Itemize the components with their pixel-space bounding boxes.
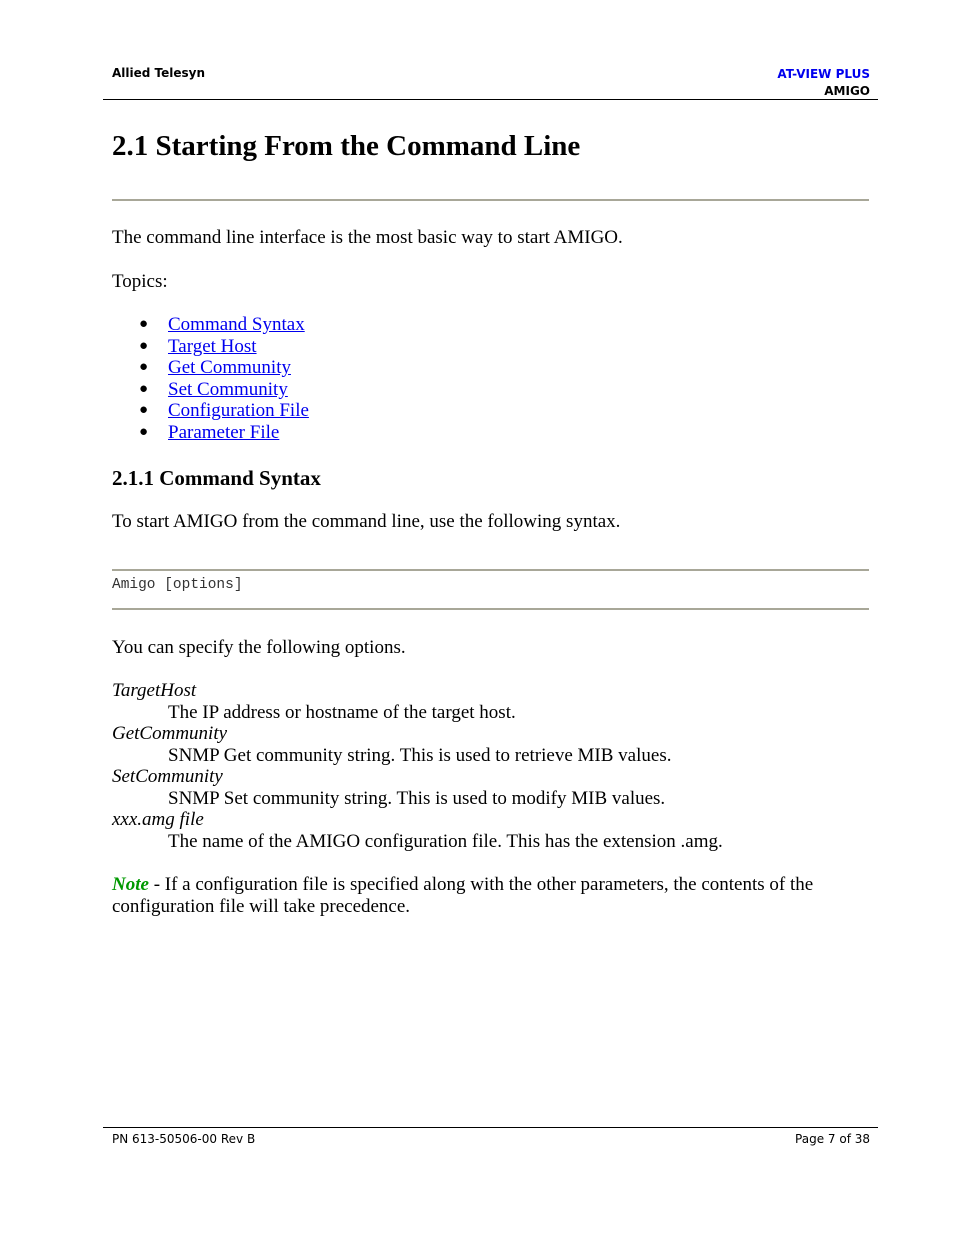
bullet-icon: ● [139, 402, 149, 419]
note-paragraph [112, 874, 852, 918]
topic-link-get-community[interactable]: Get Community [168, 357, 291, 379]
option-term: xxx.amg file [112, 809, 204, 830]
bullet-icon: ● [139, 359, 149, 376]
option-definition: The IP address or hostname of the target host. [168, 702, 516, 723]
section-heading: 2.1.1 Command Syntax [112, 466, 321, 490]
topic-link-set-community[interactable]: Set Community [168, 378, 288, 400]
bullet-icon: ● [139, 337, 149, 354]
topics-list [112, 314, 309, 444]
topic-link-parameter-file[interactable]: Parameter File [168, 421, 280, 443]
code-block: Amigo [options] [112, 577, 243, 593]
footer-part-number: PN 613-50506-00 Rev B [112, 1132, 256, 1146]
list-item [112, 400, 309, 422]
topics-label: Topics: [112, 271, 168, 292]
header-divider [103, 99, 878, 100]
header-product: AT-VIEW PLUS [777, 67, 870, 81]
footer-divider [103, 1127, 878, 1128]
options-intro: You can specify the following options. [112, 637, 406, 658]
code-divider-top [112, 569, 869, 571]
topic-link-command-syntax[interactable]: Command Syntax [168, 314, 305, 335]
bullet-icon: ● [139, 380, 149, 397]
option-definition: The name of the AMIGO configuration file. This has the extension .amg. [168, 831, 723, 852]
note-label: Note [112, 874, 149, 895]
code-divider-bottom [112, 608, 869, 610]
option-term: GetCommunity [112, 723, 228, 744]
list-item [112, 422, 309, 444]
page-title: 2.1 Starting From the Command Line [112, 130, 581, 162]
list-item [112, 379, 309, 401]
header-product-block [777, 66, 870, 100]
list-item [112, 336, 309, 358]
bullet-icon: ● [139, 423, 149, 440]
option-term: SetCommunity [112, 766, 223, 787]
header-company: Allied Telesyn [112, 66, 206, 80]
topic-link-configuration-file[interactable]: Configuration File [168, 400, 309, 422]
footer-page-number: Page 7 of 38 [795, 1132, 870, 1146]
intro-paragraph: The command line interface is the most basic way to start AMIGO. [112, 227, 623, 248]
option-definition: SNMP Get community string. This is used to retrieve MIB values. [168, 745, 672, 766]
title-divider [112, 199, 869, 201]
list-item [112, 314, 309, 336]
option-term: TargetHost [112, 680, 197, 701]
option-definition: SNMP Set community string. This is used to modify MIB values. [168, 788, 666, 809]
section-lead: To start AMIGO from the command line, use the following syntax. [112, 511, 621, 532]
list-item [112, 357, 309, 379]
header-module: AMIGO [824, 84, 870, 98]
bullet-icon: ● [139, 316, 149, 332]
note-text: - If a configuration file is specified along with the other parameters, the contents of the configuration file will take precedence. [112, 874, 814, 917]
topic-link-target-host[interactable]: Target Host [168, 335, 257, 357]
